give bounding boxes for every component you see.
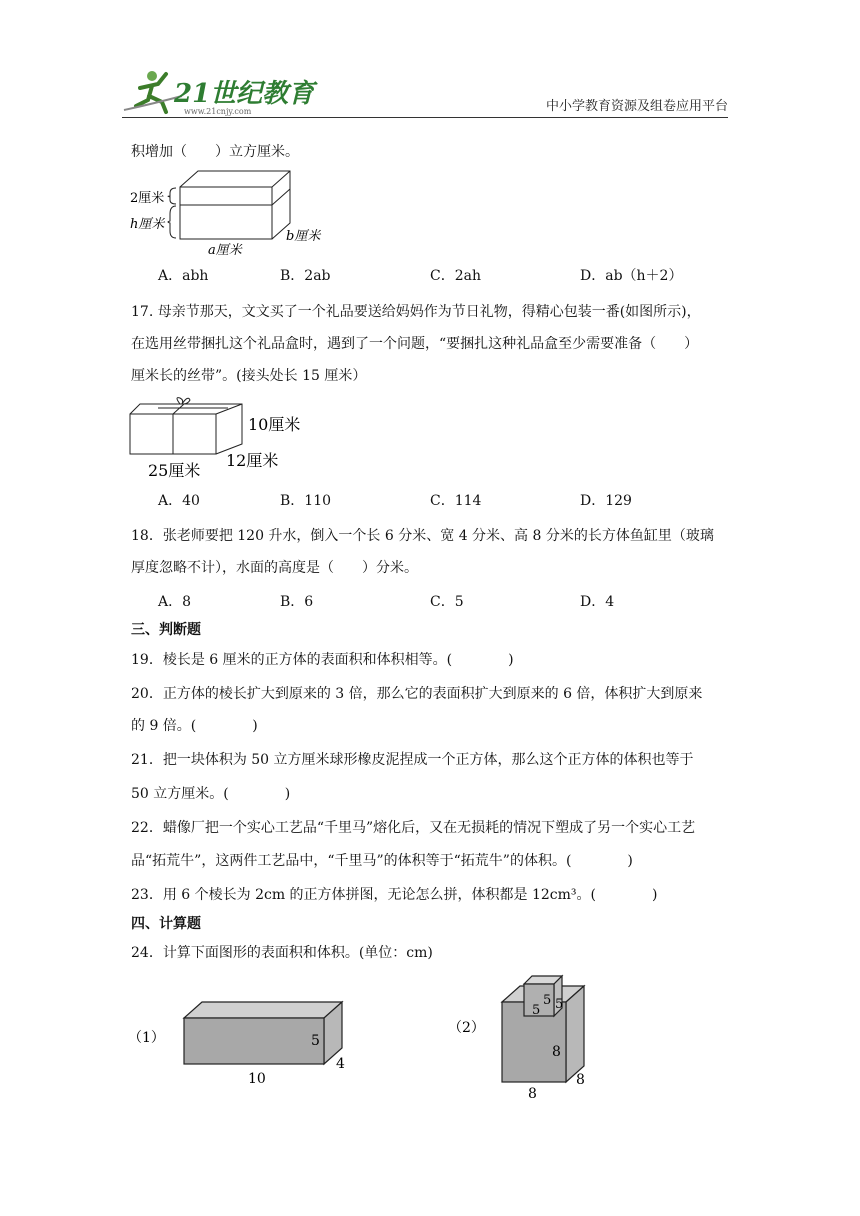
q17-line1: 17. 母亲节那天，文文买了一个礼品要送给妈妈作为节日礼物，得精心包装一番(如图所示)， <box>131 304 701 320</box>
q17-option-b[interactable]: B．110 <box>280 493 332 509</box>
label-2cm: 2厘米 <box>130 191 165 206</box>
fig1-depth: 4 <box>336 1056 345 1072</box>
q17-option-d[interactable]: D．129 <box>580 493 632 509</box>
q17-option-c[interactable]: C．114 <box>430 493 482 509</box>
q21-line1: 21．把一块体积为 50 立方厘米球形橡皮泥捏成一个正方体，那么这个正方体的体积也等于 <box>131 752 694 768</box>
logo-text: 21世纪教育 <box>174 79 315 109</box>
q18-option-a[interactable]: A．8 <box>158 594 192 610</box>
q16-option-c[interactable]: C．2ah <box>430 268 481 284</box>
q20-line2: 的 9 倍。( ) <box>131 718 258 734</box>
fig2-small-height: 5 <box>543 993 552 1008</box>
q18-line1: 18．张老师要把 120 升水，倒入一个长 6 分米、宽 4 分米、高 8 分米的长方体鱼缸里（玻璃 <box>131 528 714 544</box>
q18-option-b[interactable]: B．6 <box>280 594 314 610</box>
label-a: a厘米 <box>208 243 242 258</box>
q17-figure <box>128 396 318 482</box>
q22-line1: 22．蜡像厂把一个实心工艺品“千里马”熔化后，又在无损耗的情况下塑成了另一个实心工艺 <box>131 820 696 836</box>
q17-option-a[interactable]: A．40 <box>158 493 200 509</box>
q16-option-d[interactable]: D．ab（h＋2） <box>580 268 683 284</box>
fig2-label: （2） <box>448 1020 485 1036</box>
label-10cm: 10厘米 <box>248 415 301 434</box>
fig2-big-length: 8 <box>528 1086 537 1102</box>
logo-url: www.21cnjy.com <box>184 107 252 116</box>
q17-line2: 在选用丝带捆扎这个礼品盒时，遇到了一个问题，“要捆扎这种礼品盒至少需要准备（ ） <box>131 336 699 352</box>
label-h: h厘米 <box>130 217 165 232</box>
section-judgement-title: 三、判断题 <box>131 622 201 638</box>
q16-tail: 积增加（ ）立方厘米。 <box>131 144 299 160</box>
q23: 23．用 6 个棱长为 2cm 的正方体拼图，无论怎么拼，体积都是 12cm³。( ) <box>131 887 658 903</box>
q24-figure-2 <box>444 966 604 1106</box>
fig1-length: 10 <box>248 1071 266 1087</box>
q21-line2: 50 立方厘米。( ) <box>131 786 291 802</box>
fig2-big-depth: 8 <box>576 1072 585 1088</box>
logo <box>122 66 315 118</box>
label-25cm: 25厘米 <box>148 461 201 480</box>
header-divider <box>122 117 728 118</box>
q18-option-d[interactable]: D．4 <box>580 594 615 610</box>
platform-name: 中小学教育资源及组卷应用平台 <box>545 99 728 114</box>
fig1-label: （1） <box>128 1030 165 1046</box>
section-calc-title: 四、计算题 <box>131 916 201 932</box>
label-b: b厘米 <box>286 229 321 244</box>
q18-option-c[interactable]: C．5 <box>430 594 464 610</box>
fig2-small-width: 5 <box>532 1003 541 1018</box>
fig1-height: 5 <box>311 1033 320 1049</box>
fig2-small-depth: 5 <box>555 997 564 1012</box>
q20-line1: 20．正方体的棱长扩大到原来的 3 倍，那么它的表面积扩大到原来的 6 倍，体积扩大到原来 <box>131 686 703 702</box>
q19: 19．棱长是 6 厘米的正方体的表面积和体积相等。( ) <box>131 652 514 668</box>
label-12cm: 12厘米 <box>226 451 279 470</box>
q24-figure-1 <box>128 990 358 1090</box>
q18-line2: 厚度忽略不计），水面的高度是（ ）分米。 <box>131 560 418 576</box>
q16-option-a[interactable]: A．abh <box>158 268 209 284</box>
q24-stem: 24．计算下面图形的表面积和体积。(单位：cm) <box>131 945 433 961</box>
q16-figure <box>128 166 328 258</box>
fig2-big-height: 8 <box>552 1044 561 1060</box>
q22-line2: 品“拓荒牛”，这两件工艺品中，“千里马”的体积等于“拓荒牛”的体积。( ) <box>131 853 633 869</box>
q16-option-b[interactable]: B．2ab <box>280 268 331 284</box>
q17-line3: 厘米长的丝带”。(接头处长 15 厘米） <box>131 368 367 384</box>
